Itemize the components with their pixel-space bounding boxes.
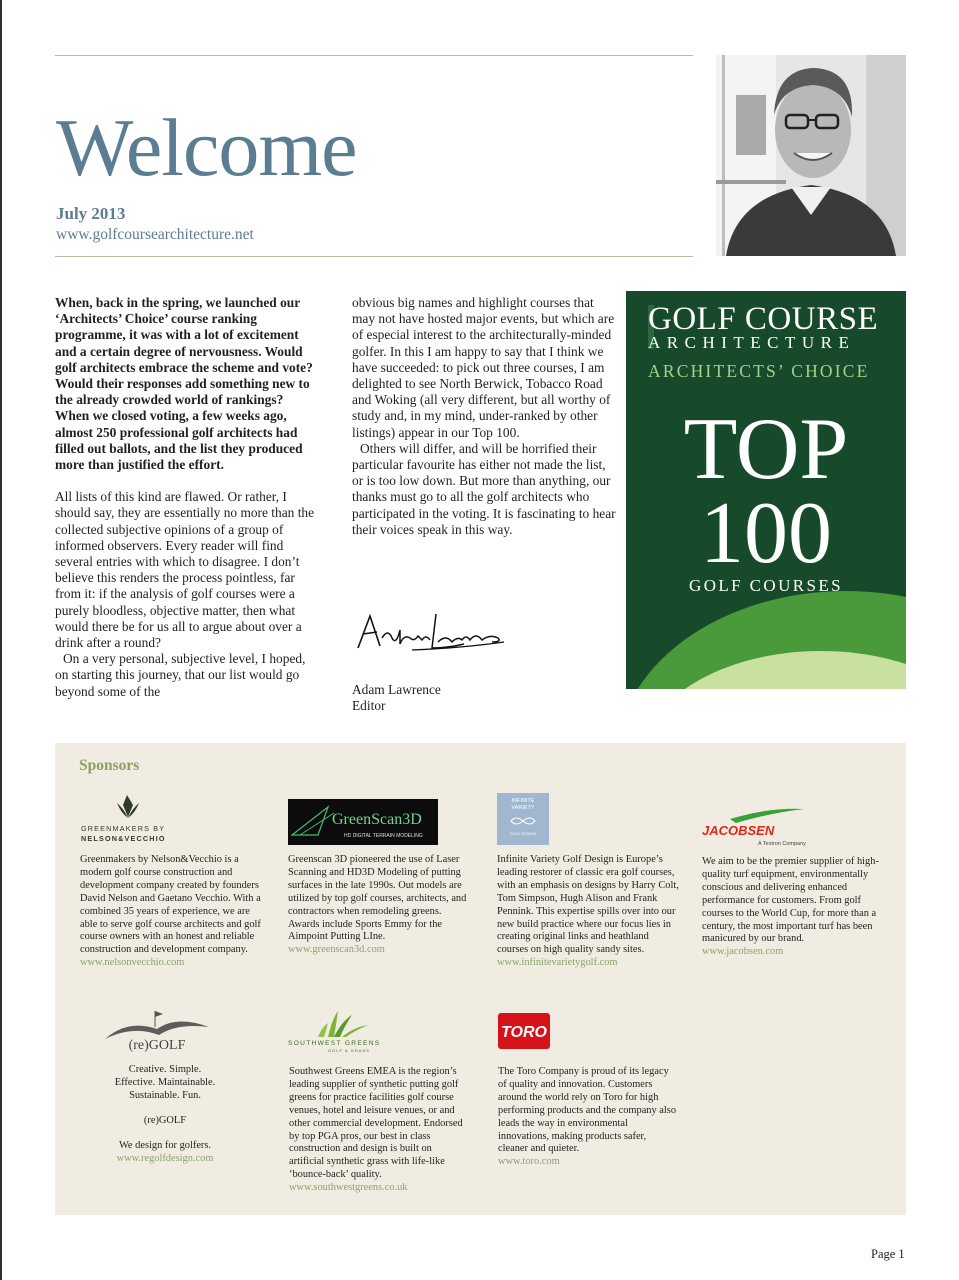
regolf-logo[interactable] [97,1005,217,1053]
sponsor-regolf [80,1064,250,1165]
greenscan3d-logo[interactable] [288,799,438,845]
sponsor-text: Southwest Greens EMEA is the region’s leading supplier of synthetic putting golf greens for practice facilities golf course venues, hotel and leisure venues, or and other commercial development. Endorsed by top PGA pros, our best in class construction and design is built on artificial synthetic grass with life-like ‘bounce-back’ quality. [289,1066,463,1181]
sponsor-greenscan3d [288,854,468,957]
editor-role: Editor [352,698,386,714]
editor-signature [352,608,522,658]
editor-name: Adam Lawrence [352,682,441,697]
editor-byline [352,682,441,714]
page-edge [0,0,2,1280]
greenmakers-logo-line1: GREENMAKERS BY [81,824,166,833]
infinite-variety-logo[interactable] [497,793,549,845]
page-title: Welcome [56,102,357,193]
badge-subtitle: ARCHITECTURE [648,333,856,352]
sponsor-text: Greenmakers by Nelson&Vecchio is a modern golf course construction and development company created by founders David Nelson and Gaetano Vecchio. With a combined 35 years of experience, we are able to serve golf course architects and golf course owners with an honest and reliable construction and development company. [80,854,261,956]
greenmakers-logo-line2: NELSON&VECCHIO [81,834,166,843]
jacobsen-logo-sub: A Textron Company [758,841,806,847]
website-link[interactable]: www.golfcoursearchitecture.net [56,226,254,243]
regolf-line: Sustainable. Fun. [129,1089,201,1101]
article-paragraph: Others will differ, and will be horrified their particular favourite has either not made the list, or is too low down. But more than anything, our thanks must go to all the golf architects who participated in the voting. It is fascinating to hear their voices speak in this way. [352,440,616,537]
article-paragraph: obvious big names and highlight courses that may not have hosted major events, but which are of especial interest to the architecturally-minded golfer. In this I am happy to say that I think we have succeeded: to pick out three courses, I am delighted to see North Berwick, Tobacco Road and Woking (all very different, but all worthy of study and, in my mind, under-ranked by other listings) appear in our Top 100. [352,295,615,440]
greenmakers-logo[interactable] [79,791,179,843]
regolf-line: Effective. Maintainable. [114,1076,216,1088]
issue-date: July 2013 [56,204,126,223]
regolf-line: Creative. Simple. [128,1064,202,1075]
sponsor-toro [498,1066,678,1169]
article-column-2 [352,295,617,538]
sponsor-url[interactable]: www.toro.com [498,1156,560,1168]
article-column-1 [55,295,320,700]
sponsor-southwest-greens [289,1066,469,1195]
sponsor-jacobsen [702,856,880,959]
southwest-greens-logo[interactable] [288,1007,408,1053]
regolf-line: We design for golfers. [118,1139,212,1151]
greenscan3d-logo-sub: HD DIGITAL TERRAIN MODELING [344,833,423,839]
sponsor-url[interactable]: www.nelsonvecchio.com [80,957,185,969]
sponsor-url[interactable]: www.jacobsen.com [702,946,784,958]
sponsor-text: We aim to be the premier supplier of high-quality turf equipment, environmentally conscious and delivering enhanced performance for customers. From golf courses to the World Cup, for more than a century, the most important turf has been manicured by our brand. [702,856,879,945]
sponsor-text: Greenscan 3D pioneered the use of Laser Scanning and HD3D Modeling of putting surfaces in the late 1990s. Out models are utilized by top golf courses, architects, and contractors when remodeling greens. Awards include Sports Emmy for the Aimpoint Putting LIne. [288,854,467,943]
infinite-logo-line1: INFINITE [511,798,535,804]
infinite-logo-line3: GOLF DESIGN [510,832,536,836]
southwest-logo-text: SOUTHWEST GREENS [288,1040,381,1047]
sponsors-panel [55,743,906,1215]
sponsor-infinite-variety [497,854,682,970]
sponsors-heading: Sponsors [79,757,140,774]
regolf-logo-text: (re)GOLF [128,1038,186,1053]
regolf-line: (re)GOLF [143,1114,187,1126]
infinite-logo-line2: VARIETY [511,805,535,811]
editor-photo [716,55,906,256]
sponsor-url[interactable]: www.greenscan3d.com [288,944,385,956]
top-100-badge[interactable] [626,291,906,689]
sponsor-text: Infinite Variety Golf Design is Europe’s leading restorer of classic era golf courses, with an emphasis on designs by Harry Colt, Tom Simpson, Hugh Alison and Frank Pennink. This expertise spills over into our new build practice where our focus lies in creating original links and heathland courses on high quality sandy sites. [497,854,679,956]
badge-program: ARCHITECTS’ CHOICE [648,361,870,381]
signature-text: Adam Lawrence [352,608,359,609]
article-lead: When, back in the spring, we launched our ‘Architects’ Choice’ course ranking programme, it was with a lot of excitement and a certain degree of nervousness. Would golf architects embrace the scheme and vote? Would their responses add something new to the already crowded world of rankings? When we closed voting, a few weeks ago, almost 250 professional golf architects had filled out ballots, and the list they produced more than justified the effort. [55,295,313,473]
sponsor-text: The Toro Company is proud of its legacy of quality and innovation. Customers around the world rely on Toro for high performing products and the company also leads the way in environmental innovations, making products safer, cleaner and quieter. [498,1066,677,1155]
header-rule-bottom [55,256,693,257]
page-number: Page 1 [871,1247,905,1261]
southwest-logo-sub: GOLF & GRASS [328,1048,370,1053]
sponsor-url[interactable]: www.southwestgreens.co.uk [289,1182,408,1194]
badge-top: TOP [683,401,849,498]
header-rule-top [55,55,693,56]
jacobsen-logo-text: JACOBSEN [702,823,775,838]
sponsor-greenmakers [80,854,265,970]
toro-logo-text: TORO [501,1024,547,1041]
jacobsen-logo[interactable] [700,805,810,847]
article-paragraph: On a very personal, subjective level, I hoped, on starting this journey, that our list would go beyond some of the [55,651,306,699]
sponsor-url[interactable]: www.regolfdesign.com [116,1152,214,1164]
toro-logo[interactable] [498,1013,550,1049]
badge-100: 100 [700,485,832,582]
badge-title: GOLF COURSE [648,301,879,337]
sponsor-url[interactable]: www.infinitevarietygolf.com [497,957,618,969]
greenscan3d-logo-text: GreenScan3D [332,811,422,828]
badge-caption: GOLF COURSES [689,576,843,595]
article-paragraph: All lists of this kind are flawed. Or rather, I should say, they are essentially no more than the collected subjective opinions of a group of informed observers. Every reader will find several entries with which to disagree. I don’t believe this renders the process pointless, far from it: if the analysis of golf courses were a purely bloodless, objective matter, then what would there be for us all to argue about over a drink after a round? [55,489,315,651]
